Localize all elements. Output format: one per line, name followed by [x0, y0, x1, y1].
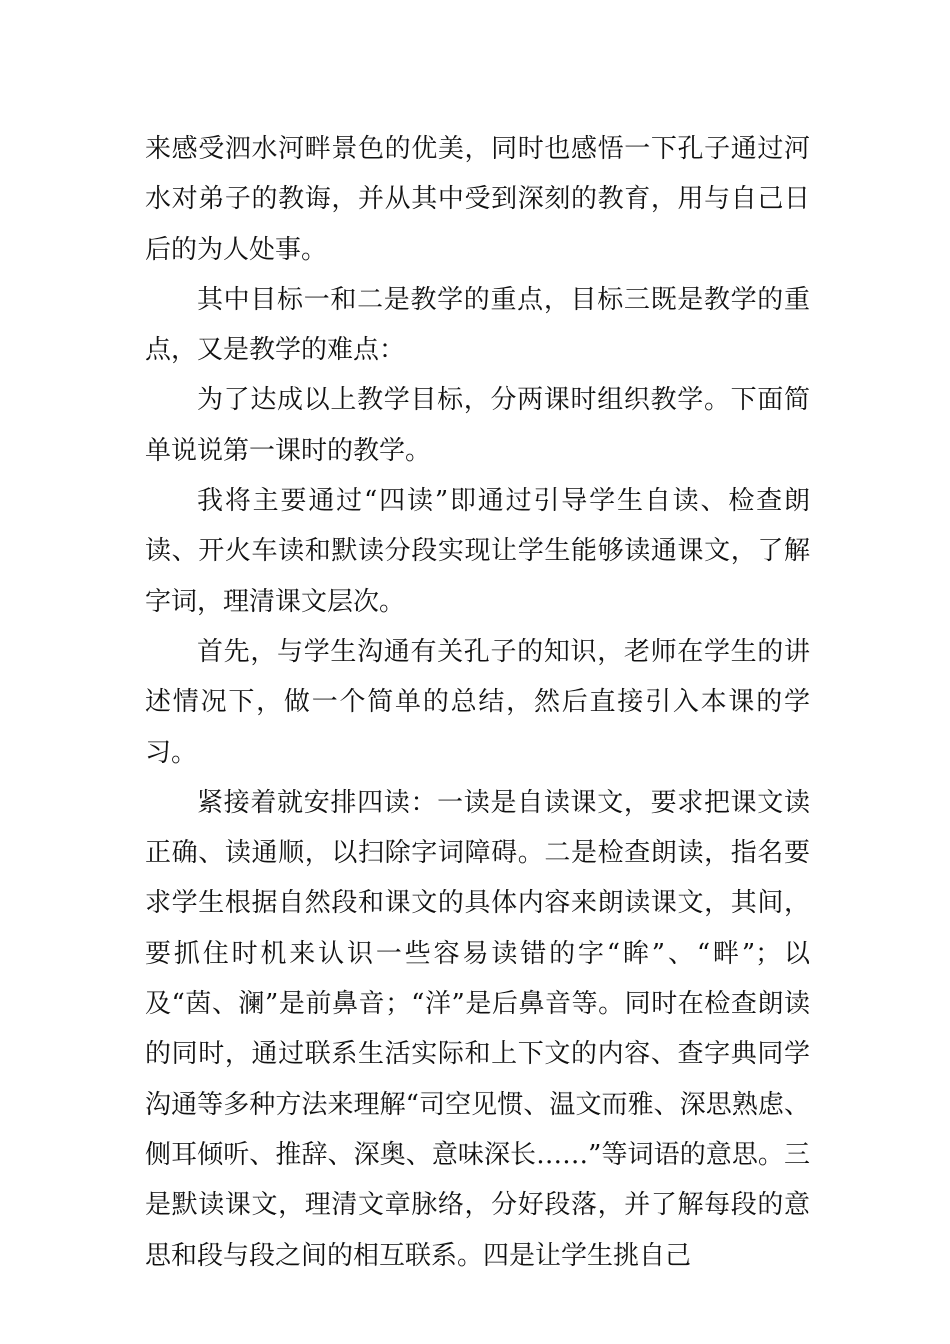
paragraph-lesson-plan: 为了达成以上教学目标，分两课时组织教学。下面简单说说第一课时的教学。	[145, 385, 810, 466]
paragraph-four-readings: 我将主要通过“四读”即通过引导学生自读、检查朗读、开火车读和默读分段实现让学生能够读通课文，了解字词，理清课文层次。	[145, 486, 810, 617]
paragraph-teaching-focus: 其中目标一和二是教学的重点，目标三既是教学的重点，又是教学的难点：	[145, 284, 810, 366]
paragraph-continuation: 来感受泗水河畔景色的优美，同时也感悟一下孔子通过河水对弟子的教诲，并从其中受到深刻的教育，用与自己日后的为人处事。	[145, 134, 810, 265]
paragraph-reading-steps: 紧接着就安排四读：一读是自读课文，要求把课文读正确、读通顺，以扫除字词障碍。二是检查朗读，指名要求学生根据自然段和课文的具体内容来朗读课文，其间，要抓住时机来认识一些容易读错的字“眸”、“畔”；以及“茵、澜”是前鼻音；“洋”是后鼻音等。同时在检查朗读的同时，通过联系生活实际和上下文的内容、查字典同学沟通等多种方法来理解“司空见惯、温文而雅、深思熟虑、侧耳倾听、推辞、深奥、意味深长……”等词语的意思。三是默读课文，理清文章脉络，分好段落，并了解每段的意思和段与段之间的相互联系。四是让学生挑自己	[145, 787, 810, 1271]
paragraph-introduction: 首先，与学生沟通有关孔子的知识，老师在学生的讲述情况下，做一个简单的总结，然后直接引入本课的学习。	[145, 636, 810, 768]
document-body	[145, 124, 810, 1281]
